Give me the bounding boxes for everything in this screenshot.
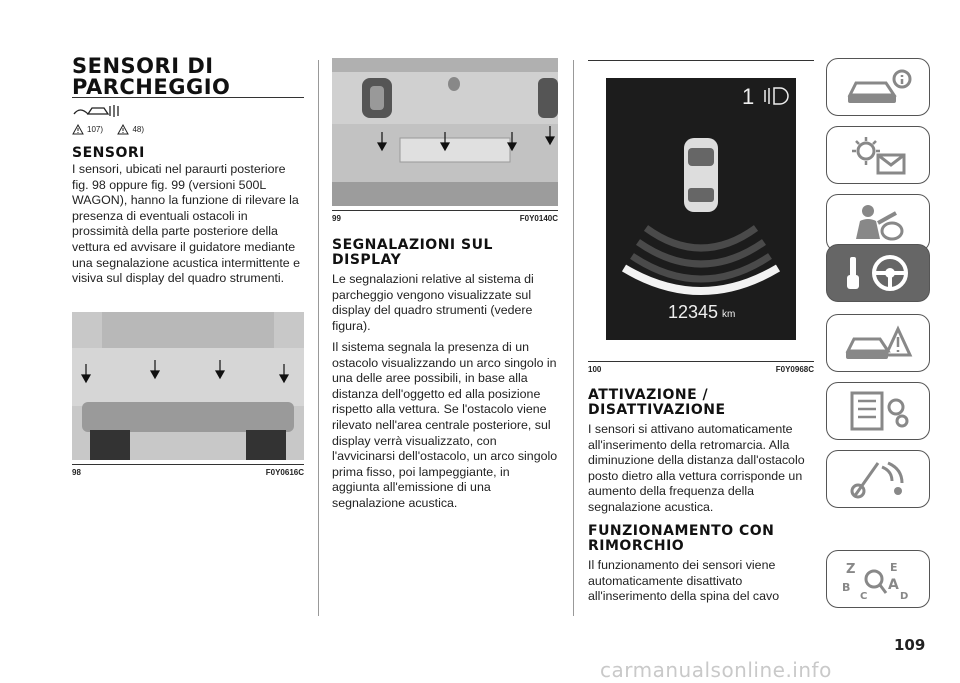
section-heading-segnalazioni: SEGNALAZIONI SUL DISPLAY bbox=[332, 237, 493, 268]
warning-lights-icon bbox=[838, 133, 918, 177]
paragraph-rimorchio: Il funzionamento dei sensori viene automaticamente disattivato all'inserimento della spina del cavo bbox=[588, 558, 780, 604]
chapter-tab-emergency[interactable] bbox=[826, 314, 930, 372]
maintenance-icon bbox=[838, 389, 918, 433]
car-info-icon bbox=[838, 65, 918, 109]
warning-ref-2[interactable]: 48) bbox=[117, 124, 144, 135]
column-divider bbox=[573, 60, 574, 616]
svg-text:C: C bbox=[860, 591, 868, 601]
sensor-symbol-icon bbox=[72, 102, 120, 123]
chapter-tab-dashboard[interactable] bbox=[826, 58, 930, 116]
chapter-tab-index[interactable] bbox=[826, 550, 930, 608]
paragraph-sensori: I sensori, ubicati nel paraurti posteriore fig. 98 oppure fig. 99 (versioni 500L WAGON), hanno la funzione di rilevare la presenza di eventuali ostacoli in prossimità della parte posteriore della vettura ed avvisare il guidatore mediante una segnalazione acustica intermittente e visiva sul display del quadro strumenti. bbox=[72, 162, 300, 286]
gear-indicator: 1 bbox=[742, 84, 755, 109]
svg-text:Z: Z bbox=[846, 562, 856, 577]
paragraph-segnalazioni-2: Il sistema segnala la presenza di un ostacolo visualizzando un arco singolo in una delle aree possibili, in base alla distanza dell'oggetto ed alla posizione rispetto alla vettura. Se l'ostacolo viene rilevato nell'area centrale posteriore, sul display verrà visualizzato, con l'avvicinarsi dell'ostacolo, un arco singolo prima fisso, poi lampeggiante, in aggiunta all'emissione di una segnalazione acustica. bbox=[332, 340, 558, 510]
paragraph-segnalazioni-1: Le segnalazioni relative al sistema di parcheggio vengono visualizzate sul display del quadro strumenti (vedere figura). bbox=[332, 272, 534, 333]
section-heading-attivazione: ATTIVAZIONE / DISATTIVAZIONE bbox=[588, 387, 726, 418]
watermark: carmanualsonline.info bbox=[600, 658, 832, 682]
chapter-tab-warning-lights[interactable] bbox=[826, 126, 930, 184]
airbag-safety-icon bbox=[838, 201, 918, 245]
index-icon bbox=[838, 557, 918, 601]
instrument-cluster-display bbox=[606, 78, 796, 340]
warning-ref-1[interactable]: 107) bbox=[72, 124, 103, 135]
chapter-tab-maintenance[interactable] bbox=[826, 382, 930, 440]
section-heading-sensori: SENSORI bbox=[72, 145, 145, 161]
parking-sensor-graphic bbox=[606, 118, 796, 318]
figure-caption-99: 99 F0Y0140C bbox=[332, 210, 558, 223]
svg-text:D: D bbox=[900, 591, 909, 601]
warning-triangle-icon bbox=[117, 124, 129, 135]
multimedia-icon bbox=[838, 457, 918, 501]
title-divider bbox=[72, 97, 304, 98]
warning-triangle-icon bbox=[72, 124, 84, 135]
figure-caption-100: 100 F0Y0968C bbox=[588, 361, 814, 374]
page-title: SENSORI DI PARCHEGGIO bbox=[72, 54, 231, 99]
paragraph-attivazione: I sensori si attivano automaticamente all'inserimento della retromarcia. Alla diminuzione della distanza dall'ostacolo posto dietro alla vettura corrisponde un aumento della frequenza della segnalazione acustica. bbox=[588, 422, 805, 514]
svg-text:E: E bbox=[890, 561, 898, 574]
svg-text:A: A bbox=[888, 577, 899, 593]
parking-sensor-icon bbox=[762, 84, 790, 113]
figure-99-rear-bumper-wagon bbox=[332, 58, 558, 206]
figure-caption-98: 98 F0Y0616C bbox=[72, 464, 304, 477]
odometer-value: 12345 bbox=[668, 302, 719, 322]
chapter-tab-starting-driving[interactable] bbox=[826, 244, 930, 302]
column-divider bbox=[318, 60, 319, 616]
section-heading-rimorchio: FUNZIONAMENTO CON RIMORCHIO bbox=[588, 523, 775, 554]
steering-key-icon bbox=[838, 251, 918, 295]
page-number: 109 bbox=[894, 636, 926, 654]
odometer-unit: km bbox=[722, 309, 736, 320]
svg-text:B: B bbox=[842, 581, 851, 594]
breakdown-icon bbox=[838, 321, 918, 365]
figure-98-rear-bumper bbox=[72, 312, 304, 460]
chapter-tab-multimedia[interactable] bbox=[826, 450, 930, 508]
